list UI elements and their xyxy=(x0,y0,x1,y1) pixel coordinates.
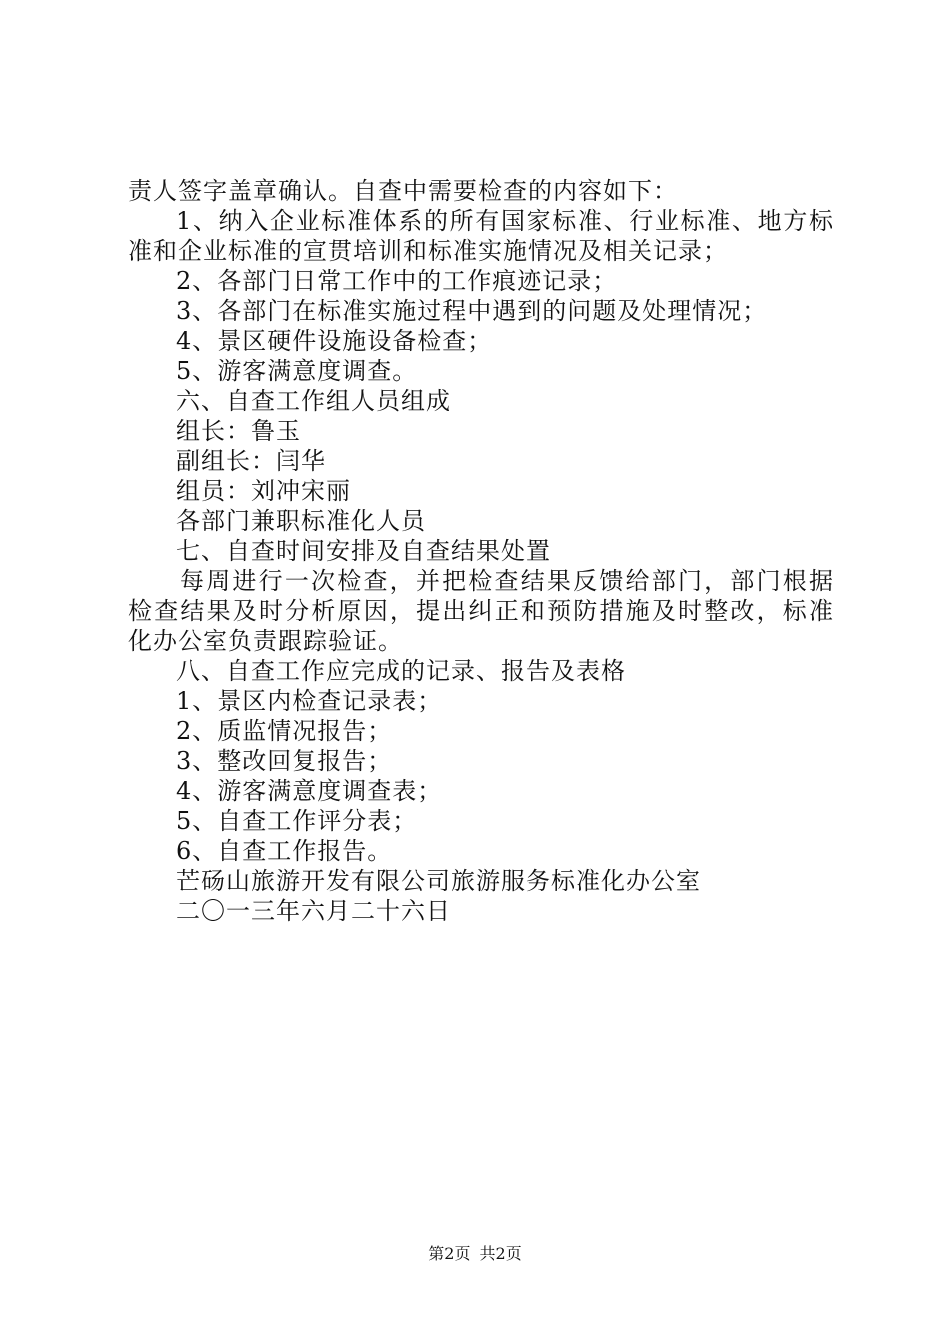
page-footer xyxy=(0,1244,950,1264)
text-line: 化办公室负责跟踪验证。 xyxy=(128,627,403,655)
organization-signature: 芒砀山旅游开发有限公司旅游服务标准化办公室 xyxy=(176,867,701,895)
page-number: 第2页 xyxy=(428,1244,471,1263)
text-line: 3、整改回复报告； xyxy=(176,747,393,775)
text-line: 2、质监情况报告； xyxy=(176,717,393,745)
text-line: 4、游客满意度调查表； xyxy=(176,777,443,805)
text-line: 3、各部门在标准实施过程中遇到的问题及处理情况； xyxy=(176,297,768,325)
text-line: 每周进行一次检查，并把检查结果反馈给部门，部门根据 xyxy=(180,567,834,595)
text-line: 1、景区内检查记录表； xyxy=(176,687,443,715)
text-line: 责人签字盖章确认。自查中需要检查的内容如下： xyxy=(128,177,678,205)
section-heading: 六、自查工作组人员组成 xyxy=(176,387,451,415)
text-line: 6、自查工作报告。 xyxy=(176,837,393,865)
text-line: 检查结果及时分析原因，提出纠正和预防措施及时整改，标准 xyxy=(128,597,834,625)
text-line: 准和企业标准的宣贯培训和标准实施情况及相关记录； xyxy=(128,237,728,265)
section-heading: 七、自查时间安排及自查结果处置 xyxy=(176,537,551,565)
text-line: 各部门兼职标准化人员 xyxy=(176,507,426,535)
text-line: 2、各部门日常工作中的工作痕迹记录； xyxy=(176,267,618,295)
text-line: 1、纳入企业标准体系的所有国家标准、行业标准、地方标 xyxy=(176,207,834,235)
document-date: 二〇一三年六月二十六日 xyxy=(176,897,451,925)
section-heading: 八、自查工作应完成的记录、报告及表格 xyxy=(176,657,626,685)
text-line: 组长：鲁玉 xyxy=(176,417,301,445)
page-total: 共2页 xyxy=(479,1244,522,1263)
text-line: 副组长：闫华 xyxy=(176,447,326,475)
document-body xyxy=(128,176,834,926)
text-line: 组员：刘冲宋丽 xyxy=(176,477,351,505)
text-line: 5、自查工作评分表； xyxy=(176,807,418,835)
text-line: 5、游客满意度调查。 xyxy=(176,357,418,385)
text-line: 4、景区硬件设施设备检查； xyxy=(176,327,493,355)
